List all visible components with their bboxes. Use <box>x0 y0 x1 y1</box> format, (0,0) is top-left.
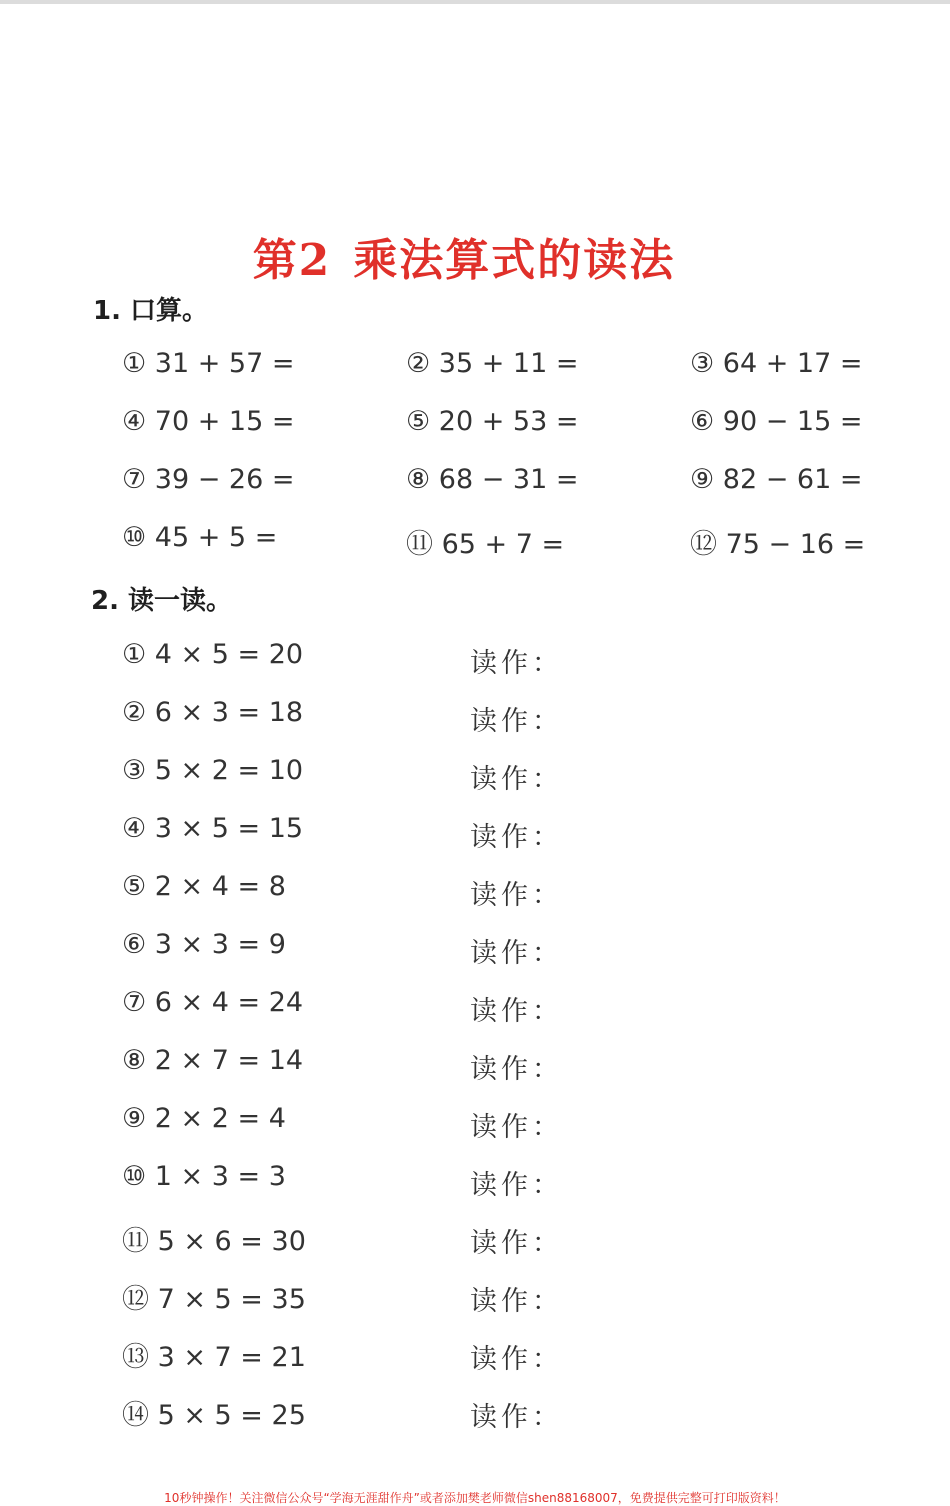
reading-equation: ④ 3 × 5 = 15 <box>122 813 304 844</box>
section-1-heading: 1. 口算。 <box>93 296 209 326</box>
reading-equation: ⑪ 5 × 6 = 30 <box>122 1226 306 1257</box>
reading-equation: ⑦ 6 × 4 = 24 <box>122 987 304 1018</box>
oral-problem: ⑧ 68 − 31 = <box>406 464 579 495</box>
reading-equation: ⑩ 1 × 3 = 3 <box>122 1161 286 1192</box>
oral-problem: ⑥ 90 − 15 = <box>690 406 863 437</box>
read-as-label: 读作： <box>470 996 563 1027</box>
oral-problem: ⑤ 20 + 53 = <box>406 406 579 437</box>
oral-problem: ② 35 + 11 = <box>406 348 579 379</box>
title-text: 乘法算式的读法 <box>353 235 676 286</box>
oral-problem: ⑪ 65 + 7 = <box>406 529 565 560</box>
reading-equation: ⑥ 3 × 3 = 9 <box>122 929 286 960</box>
read-as-label: 读作： <box>470 938 563 969</box>
read-as-label: 读作： <box>470 1112 563 1143</box>
oral-problem: ⑩ 45 + 5 = <box>122 522 278 553</box>
reading-equation: ⑧ 2 × 7 = 14 <box>122 1045 304 1076</box>
oral-problem: ⑦ 39 − 26 = <box>122 464 295 495</box>
oral-problem: ④ 70 + 15 = <box>122 406 295 437</box>
read-as-label: 读作： <box>470 1170 563 1201</box>
reading-equation: ③ 5 × 2 = 10 <box>122 755 304 786</box>
oral-problem: ⑫ 75 − 16 = <box>690 529 866 560</box>
read-as-label: 读作： <box>470 1402 563 1433</box>
read-as-label: 读作： <box>470 648 563 679</box>
section-2-heading: 2. 读一读。 <box>91 586 233 616</box>
read-as-label: 读作： <box>470 880 563 911</box>
reading-equation: ① 4 × 5 = 20 <box>122 639 304 670</box>
read-as-label: 读作： <box>470 706 563 737</box>
reading-equation: ⑤ 2 × 4 = 8 <box>122 871 286 902</box>
read-as-label: 读作： <box>470 1344 563 1375</box>
reading-equation: ⑬ 3 × 7 = 21 <box>122 1342 306 1373</box>
page-title <box>0 224 928 288</box>
oral-problem: ③ 64 + 17 = <box>690 348 863 379</box>
read-as-label: 读作： <box>470 822 563 853</box>
oral-problem: ⑨ 82 − 61 = <box>690 464 863 495</box>
footer-note: 10秒钟操作！关注微信公众号“学海无涯甜作舟”或者添加樊老师微信shen88168007，免费提供完整可打印版资料！ <box>164 1491 786 1505</box>
read-as-label: 读作： <box>470 1054 563 1085</box>
oral-problem: ① 31 + 57 = <box>122 348 295 379</box>
reading-equation: ⑭ 5 × 5 = 25 <box>122 1400 306 1431</box>
title-number: 第2 <box>252 235 332 286</box>
read-as-label: 读作： <box>470 764 563 795</box>
read-as-label: 读作： <box>470 1228 563 1259</box>
top-border <box>0 0 950 4</box>
reading-equation: ⑨ 2 × 2 = 4 <box>122 1103 286 1134</box>
reading-equation: ⑫ 7 × 5 = 35 <box>122 1284 306 1315</box>
read-as-label: 读作： <box>470 1286 563 1317</box>
reading-equation: ② 6 × 3 = 18 <box>122 697 304 728</box>
